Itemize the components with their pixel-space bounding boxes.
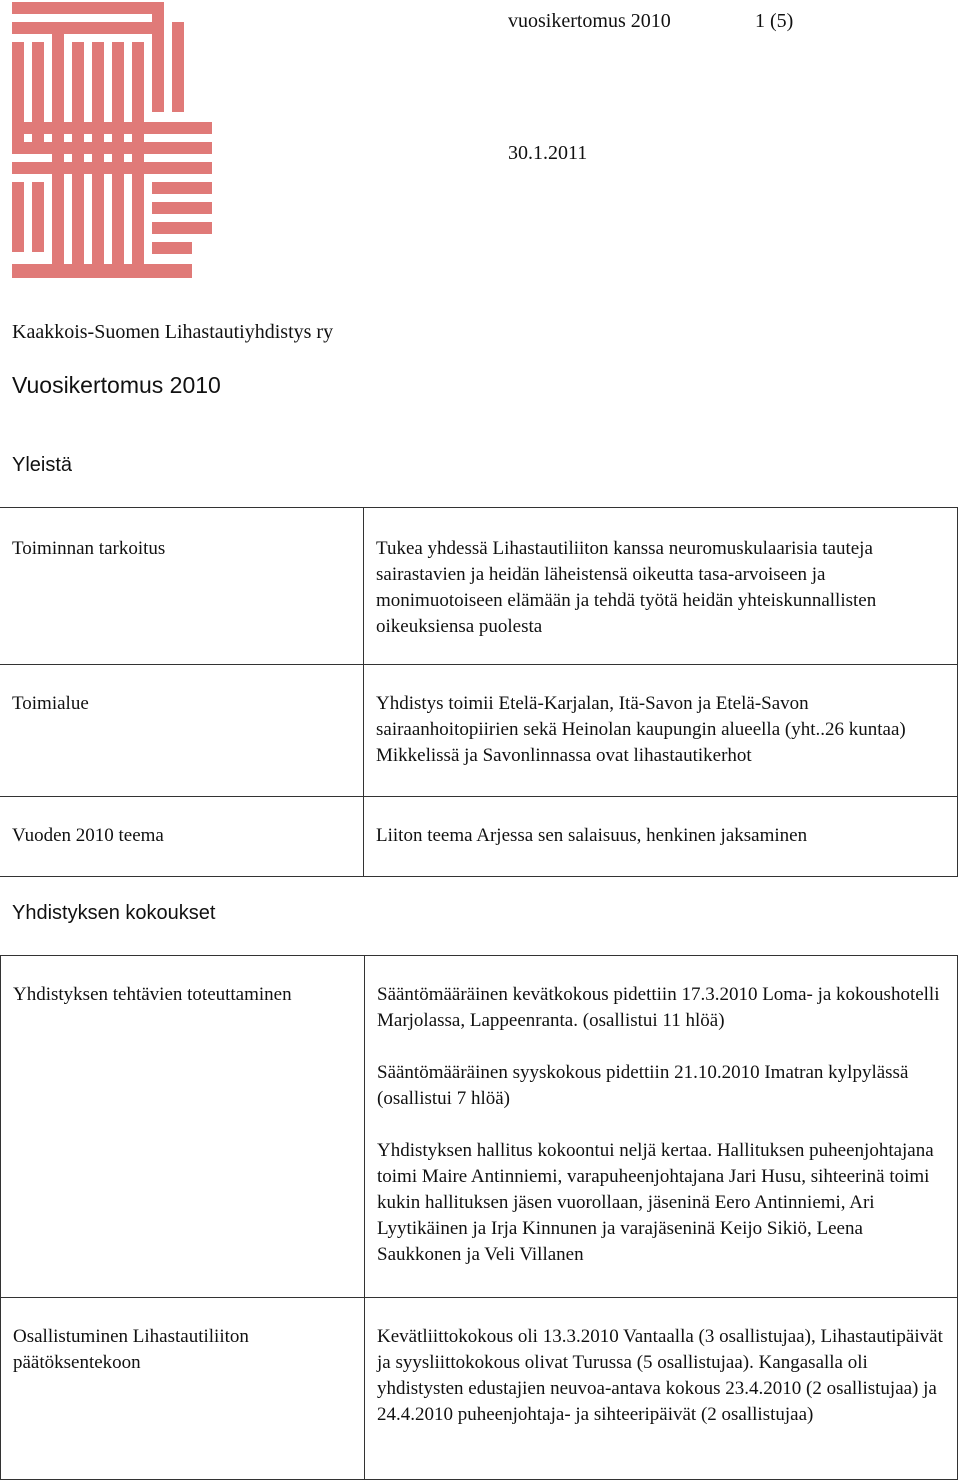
table-row <box>0 797 958 877</box>
section-heading-meetings: Yhdistyksen kokoukset <box>12 902 216 924</box>
row-label: Vuoden 2010 teema <box>0 797 364 877</box>
row-value: Liiton teema Arjessa sen salaisuus, henkinen jaksaminen <box>364 797 958 877</box>
row-label: Toiminnan tarkoitus <box>0 508 364 665</box>
table-row <box>1 1298 958 1480</box>
header-doc-label: vuosikertomus 2010 <box>508 10 671 32</box>
header-page-label: 1 (5) <box>755 10 794 32</box>
paragraph: Sääntömääräinen syyskokous pidettiin 21.10.2010 Imatran kylpylässä (osallistui 7 hlöä) <box>377 1062 909 1109</box>
header-date: 30.1.2011 <box>508 142 588 164</box>
paragraph: Sääntömääräinen kevätkokous pidettiin 17.3.2010 Loma- ja kokoushotelli Marjolassa, Lappeenranta. (osallistui 11 hlöä) <box>377 984 940 1031</box>
table-row <box>0 508 958 665</box>
table-row <box>0 665 958 797</box>
association-logo <box>12 2 212 280</box>
paragraph: Yhdistyksen hallitus kokoontui neljä kertaa. Hallituksen puheenjohtajana toimi Maire Antinniemi, varapuheenjohtajana Jari Husu, sihteerinä toimi kukin hallituksen jäsen vuorollaan, jäseninä Eero Antinniemi, Ari Lyytikäinen ja Irja Kinnunen ja varajäseninä Keijo Sikiö, Leena Saukkonen ja Veli Villanen <box>377 1140 934 1265</box>
paragraph: Kevätliittokokous oli 13.3.2010 Vantaalla (3 osallistujaa), Lihastautipäivät ja syysliittokokous olivat Turussa (5 osallistujaa). Kangasalla oli yhdistysten edustajien neuvoa-antava kokous 23.4.2010 (2 osallistujaa) ja 24.4.2010 puheenjohtaja- ja sihteeripäivät (2 osallistujaa) <box>377 1326 943 1425</box>
document-title: Vuosikertomus 2010 <box>12 372 221 398</box>
row-label: Toimialue <box>0 665 364 797</box>
row-value: Tukea yhdessä Lihastautiliiton kanssa neuromuskulaarisia tauteja sairastavien ja heidän läheistensä oikeutta tasa-arvoiseen ja monimuotoiseen elämään ja tehdä työtä heidän yhteiskunnallisten oikeuksiensa puolesta <box>364 508 958 665</box>
meetings-table <box>0 955 958 1480</box>
row-label: Osallistuminen Lihastautiliiton päätöksentekoon <box>1 1298 365 1480</box>
row-value: Yhdistys toimii Etelä-Karjalan, Itä-Savon ja Etelä-Savon sairaanhoitopiirien sekä Heinolan kaupungin alueella (yht..26 kuntaa) Mikkelissä ja Savonlinnassa ovat lihastautikerhot <box>364 665 958 797</box>
row-label: Yhdistyksen tehtävien toteuttaminen <box>1 956 365 1298</box>
section-heading-general: Yleistä <box>12 454 73 476</box>
row-value <box>365 956 958 1298</box>
general-info-table <box>0 507 958 877</box>
row-value <box>365 1298 958 1480</box>
table-row <box>1 956 958 1298</box>
organization-name: Kaakkois-Suomen Lihastautiyhdistys ry <box>12 321 334 343</box>
